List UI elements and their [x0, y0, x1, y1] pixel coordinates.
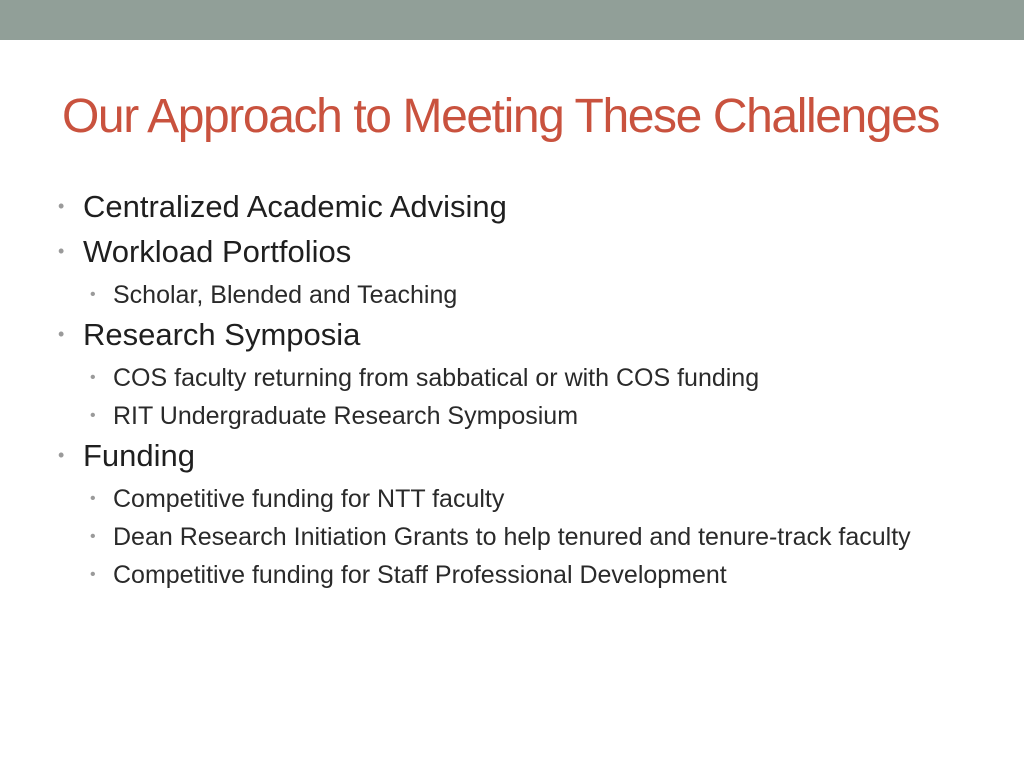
- sub-bullet-text: Scholar, Blended and Teaching: [113, 281, 458, 309]
- bullet-item: [58, 433, 958, 478]
- sub-bullet-text: Competitive funding for NTT faculty: [113, 485, 505, 513]
- sub-bullet-marker: •: [90, 407, 96, 424]
- sub-bullet-marker: •: [90, 528, 96, 545]
- sub-bullet-marker: •: [90, 369, 96, 386]
- sub-bullet-marker: •: [90, 490, 96, 507]
- sub-bullet-item: [58, 520, 943, 554]
- bullet-text: Workload Portfolios: [83, 234, 352, 269]
- sub-bullet-marker: •: [90, 566, 96, 583]
- sub-bullet-text: Competitive funding for Staff Professional Development: [113, 561, 727, 589]
- sub-bullet-item: [58, 278, 943, 312]
- bullet-marker: •: [58, 241, 65, 261]
- bullet-text: Centralized Academic Advising: [83, 189, 507, 224]
- sub-bullet-marker: •: [90, 286, 96, 303]
- top-decorative-band: [0, 0, 1024, 40]
- sub-bullet-text: RIT Undergraduate Research Symposium: [113, 402, 579, 430]
- bullet-text: Research Symposia: [83, 317, 361, 352]
- sub-bullet-text: Dean Research Initiation Grants to help tenured and tenure-track faculty: [113, 523, 911, 551]
- bullet-list: [58, 184, 958, 592]
- bullet-marker: •: [58, 196, 65, 216]
- sub-bullet-item: [58, 482, 943, 516]
- bullet-item: [58, 312, 958, 357]
- sub-bullet-item: [58, 558, 943, 592]
- sub-bullet-item: [58, 361, 943, 395]
- bullet-marker: •: [58, 445, 65, 465]
- bullet-marker: •: [58, 324, 65, 344]
- bullet-text: Funding: [83, 438, 196, 473]
- sub-bullet-text: COS faculty returning from sabbatical or with COS funding: [113, 364, 760, 392]
- sub-bullet-item: [58, 399, 943, 433]
- slide-title: Our Approach to Meeting These Challenges: [62, 90, 940, 143]
- bullet-item: [58, 229, 958, 274]
- bullet-item: [58, 184, 958, 229]
